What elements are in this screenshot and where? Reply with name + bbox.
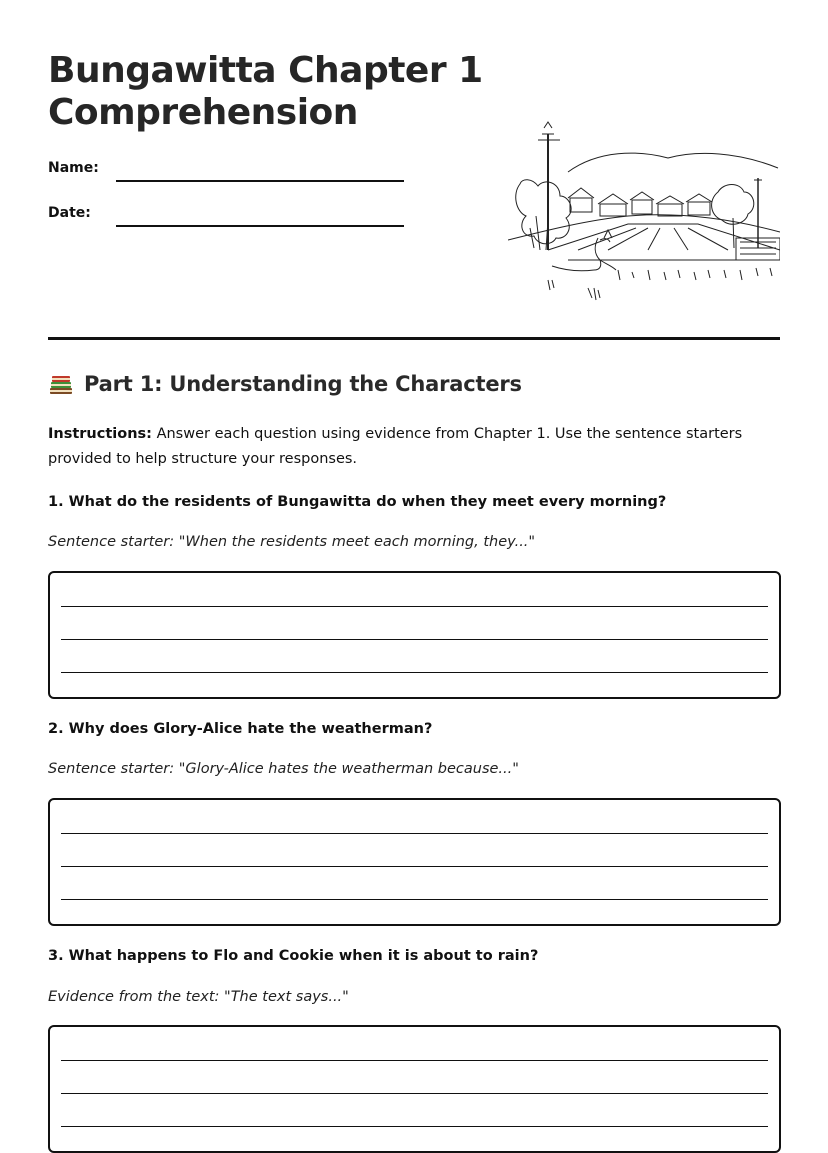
answer-line [61,899,768,900]
answer-box-1[interactable] [48,571,781,699]
header-divider [48,337,780,340]
part1-header [48,372,522,396]
answer-line [61,1126,768,1127]
sentence-starter-3: Evidence from the text: "The text says..." [48,989,349,1005]
worksheet-title [48,50,483,134]
question-3: 3. What happens to Flo and Cookie when it is about to rain? [48,948,539,964]
answer-line [61,833,768,834]
rural-town-landscape-illustration [508,120,780,312]
date-field[interactable] [116,225,404,227]
title-line-2: Comprehension [48,92,358,133]
answer-line [61,1093,768,1094]
title-line-1: Bungawitta Chapter 1 [48,50,483,91]
sentence-starter-1: Sentence starter: "When the residents meet each morning, they..." [48,534,536,550]
date-label: Date: [48,205,91,221]
question-1: 1. What do the residents of Bungawitta do when they meet every morning? [48,494,667,510]
books-icon [48,372,74,396]
question-2: 2. Why does Glory-Alice hate the weatherman? [48,721,433,737]
answer-line [61,639,768,640]
instructions-label: Instructions: [48,426,152,442]
instructions [48,422,788,472]
part1-heading: Part 1: Understanding the Characters [84,372,522,396]
answer-line [61,672,768,673]
answer-box-2[interactable] [48,798,781,926]
answer-box-3[interactable] [48,1025,781,1153]
name-field[interactable] [116,180,404,182]
instructions-text: Answer each question using evidence from Chapter 1. Use the sentence starters provided to help structure your responses. [48,426,743,467]
answer-line [61,606,768,607]
answer-line [61,1060,768,1061]
name-label: Name: [48,160,99,176]
answer-line [61,866,768,867]
sentence-starter-2: Sentence starter: "Glory-Alice hates the weatherman because..." [48,761,519,777]
